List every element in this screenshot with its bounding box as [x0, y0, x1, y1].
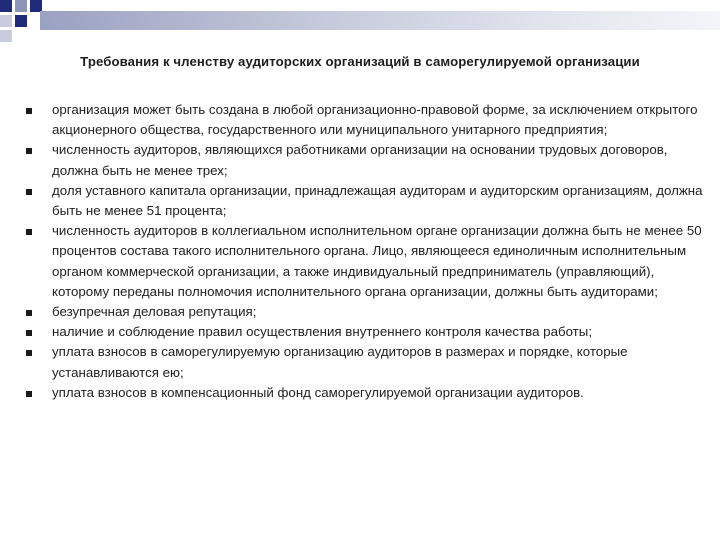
list-item	[0, 181, 720, 221]
square-bullet-icon	[26, 330, 32, 336]
header-square-5	[15, 15, 27, 27]
list-item	[0, 322, 720, 342]
header-square-1	[0, 0, 12, 12]
requirements-list	[0, 100, 720, 403]
list-item-text: уплата взносов в саморегулируемую организацию аудиторов в размерах и порядке, которые устанавливаются ею;	[52, 344, 628, 380]
list-item-text: численность аудиторов в коллегиальном исполнительном органе организации должна быть не менее 50 процентов состава такого исполнительного органа. Лицо, являющееся единоличным исполнительным органом коммерческой организации, а также индивидуальный предприниматель (управляющий), которому переданы полномочия исполнительного органа организации, должны быть аудиторами;	[52, 223, 702, 299]
list-item-text: уплата взносов в компенсационный фонд саморегулируемой организации аудиторов.	[52, 384, 584, 400]
header-gradient-bar	[40, 11, 720, 30]
list-item-text: численность аудиторов, являющихся работниками организации на основании трудовых договоров, должна быть не менее трех;	[52, 142, 668, 178]
square-bullet-icon	[26, 229, 32, 235]
square-bullet-icon	[26, 350, 32, 356]
list-item	[0, 140, 720, 180]
list-item-text: организация может быть создана в любой организационно-правовой форме, за исключением открытого акционерного общества, государственного или муниципального унитарного предприятия;	[52, 102, 698, 138]
square-bullet-icon	[26, 148, 32, 154]
header-square-4	[0, 15, 12, 27]
list-item	[0, 221, 720, 302]
list-item-text: наличие и соблюдение правил осуществления внутреннего контроля качества работы;	[52, 324, 593, 340]
list-item	[0, 302, 720, 322]
list-item	[0, 100, 720, 140]
square-bullet-icon	[26, 310, 32, 316]
list-item-text: безупречная деловая репутация;	[52, 304, 257, 320]
list-item	[0, 383, 720, 403]
square-bullet-icon	[26, 189, 32, 195]
header-square-2	[15, 0, 27, 12]
list-item-text: доля уставного капитала организации, принадлежащая аудиторам и аудиторским организациям, должна быть не менее 51 процента;	[52, 182, 703, 219]
header-square-6	[0, 30, 12, 42]
square-bullet-icon	[26, 108, 32, 114]
square-bullet-icon	[26, 391, 32, 397]
slide-title: Требования к членству аудиторских организаций в саморегулируемой организации	[80, 54, 640, 69]
list-item	[0, 342, 720, 382]
